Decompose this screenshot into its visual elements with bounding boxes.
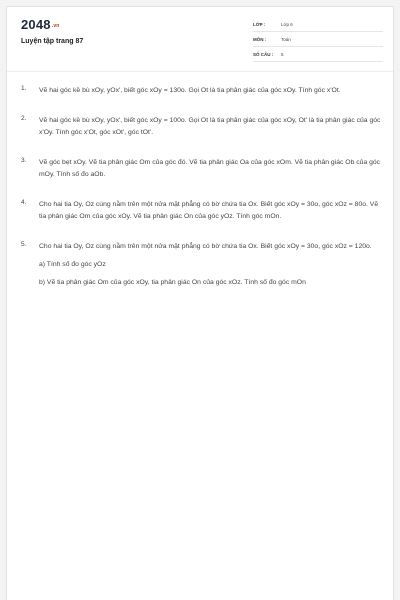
question-list xyxy=(21,85,383,307)
question-text-main: Vẽ góc bẹt xOy. Vẽ tia phân giác Om của góc đó. Vẽ tia phân giác Oa của góc xOm. Vẽ tia phân giác Ob của góc mOy. Tính số đo aOb. xyxy=(39,159,381,178)
meta-value: Lớp 6 xyxy=(281,22,293,27)
worksheet-page xyxy=(6,6,394,600)
meta-label: SỐ CÂU : xyxy=(253,52,274,57)
question-text-main: Vẽ hai góc kề bù xOy, yOx', biết góc xOy = 130o. Gọi Ot là tia phân giác của góc xOy. Tính góc x'Ot. xyxy=(39,87,341,94)
question-number: 3. xyxy=(21,157,27,164)
question-text xyxy=(39,199,383,223)
worksheet-meta xyxy=(253,18,383,63)
question-item xyxy=(21,199,383,223)
header-divider xyxy=(7,71,393,72)
question-text-main: Vẽ hai góc kề bù xOy, yOx', biết góc xOy = 100o. Gọi Ot là tia phân giác của góc xOy, Ot' là tia phân giác của góc x'Oy. Tính góc x'Ot, góc xOt', góc tOt'. xyxy=(39,117,381,136)
question-text-main: Cho hai tia Oy, Oz cùng nằm trên một nửa mặt phẳng có bờ chứa tia Ox. Biết góc xOy = 30o, góc xOz = 120o. xyxy=(39,243,372,250)
question-item xyxy=(21,115,383,139)
meta-label: LỚP : xyxy=(253,22,266,27)
question-item xyxy=(21,241,383,289)
logo-main-text: 2048 xyxy=(21,17,51,32)
meta-value: Toán xyxy=(281,37,291,42)
site-logo[interactable] xyxy=(21,17,60,32)
question-text xyxy=(39,157,383,181)
question-text xyxy=(39,115,383,139)
worksheet-title: Luyện tập trang 87 xyxy=(21,38,84,45)
meta-label: MÔN : xyxy=(253,37,267,42)
meta-row-class xyxy=(253,18,383,32)
meta-row-subject xyxy=(253,33,383,47)
worksheet-header xyxy=(7,7,393,69)
question-text xyxy=(39,241,383,289)
question-number: 1. xyxy=(21,85,27,92)
question-subpart-a: a) Tính số đo góc yOz xyxy=(39,261,106,268)
question-item xyxy=(21,157,383,181)
question-number: 2. xyxy=(21,115,27,122)
question-number: 5. xyxy=(21,241,27,248)
question-text-main: Cho hai tia Oy, Oz cùng nằm trên một nửa mặt phẳng có bờ chứa tia Ox. Biết góc xOy = 30o, góc xOz = 80o. Vẽ tia phân giác Om của góc xOy. Vẽ tia phân giác On của góc yOz. Tính góc mOn. xyxy=(39,201,379,220)
question-item xyxy=(21,85,383,97)
question-number: 4. xyxy=(21,199,27,206)
question-text xyxy=(39,85,383,97)
meta-row-question-count xyxy=(253,48,383,62)
meta-value: 5 xyxy=(281,52,284,57)
logo-tld-text: .vn xyxy=(51,23,60,29)
question-subpart-b: b) Vẽ tia phân giác Om của góc xOy, tia phân giác On của góc xOz. Tính số đo góc mOn xyxy=(39,279,306,286)
